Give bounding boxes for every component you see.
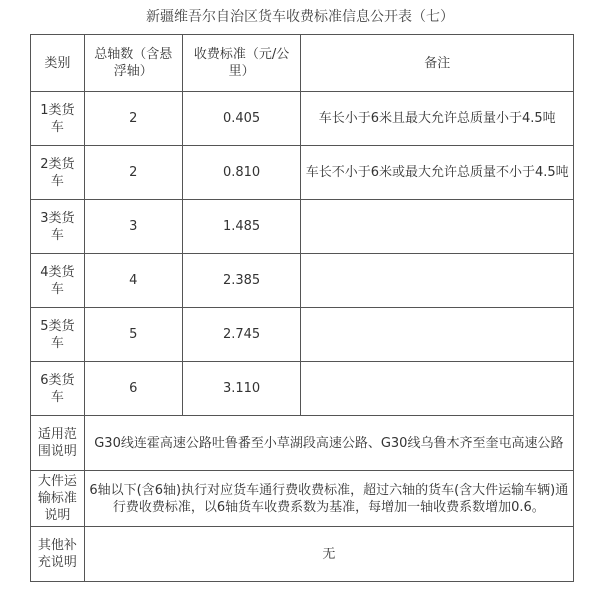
rate-cell: 2.385 <box>182 254 301 308</box>
note-cell <box>301 308 574 362</box>
other-text: 无 <box>84 527 573 582</box>
table-row <box>31 200 574 254</box>
rate-cell: 3.110 <box>182 362 301 416</box>
category-cell: 4类货车 <box>31 254 85 308</box>
axles-cell: 2 <box>84 92 182 146</box>
scope-label: 适用范围说明 <box>31 416 85 471</box>
rate-cell: 2.745 <box>182 308 301 362</box>
header-note: 备注 <box>301 35 574 92</box>
note-cell <box>301 362 574 416</box>
header-axles: 总轴数（含悬浮轴） <box>84 35 182 92</box>
axles-cell: 3 <box>84 200 182 254</box>
truck-toll-table <box>30 34 574 582</box>
scope-row <box>31 416 574 471</box>
other-row <box>31 527 574 582</box>
category-cell: 2类货车 <box>31 146 85 200</box>
category-cell: 3类货车 <box>31 200 85 254</box>
note-cell <box>301 200 574 254</box>
note-cell: 车长不小于6米或最大允许总质量不小于4.5吨 <box>301 146 574 200</box>
rate-cell: 0.405 <box>182 92 301 146</box>
table-row <box>31 146 574 200</box>
table-header-row <box>31 35 574 92</box>
other-label: 其他补充说明 <box>31 527 85 582</box>
table-row <box>31 362 574 416</box>
page-title: 新疆维吾尔自治区货车收费标准信息公开表（七） <box>146 9 454 25</box>
header-category: 类别 <box>31 35 85 92</box>
oversize-label: 大件运输标准说明 <box>31 471 85 527</box>
table-row <box>31 92 574 146</box>
category-cell: 6类货车 <box>31 362 85 416</box>
category-cell: 5类货车 <box>31 308 85 362</box>
axles-cell: 2 <box>84 146 182 200</box>
oversize-row <box>31 471 574 527</box>
oversize-text: 6轴以下(含6轴)执行对应货车通行费收费标准，超过六轴的货车(含大件运输车辆)通行费收费标准，以6轴货车收费系数为基准，每增加一轴收费系数增加0.6。 <box>84 471 573 527</box>
axles-cell: 6 <box>84 362 182 416</box>
category-cell: 1类货车 <box>31 92 85 146</box>
axles-cell: 5 <box>84 308 182 362</box>
table-row <box>31 308 574 362</box>
axles-cell: 4 <box>84 254 182 308</box>
scope-text: G30线连霍高速公路吐鲁番至小草湖段高速公路、G30线乌鲁木齐至奎屯高速公路 <box>84 416 573 471</box>
rate-cell: 0.810 <box>182 146 301 200</box>
header-rate: 收费标准（元/公里） <box>182 35 301 92</box>
table-row <box>31 254 574 308</box>
note-cell <box>301 254 574 308</box>
rate-cell: 1.485 <box>182 200 301 254</box>
note-cell: 车长小于6米且最大允许总质量小于4.5吨 <box>301 92 574 146</box>
